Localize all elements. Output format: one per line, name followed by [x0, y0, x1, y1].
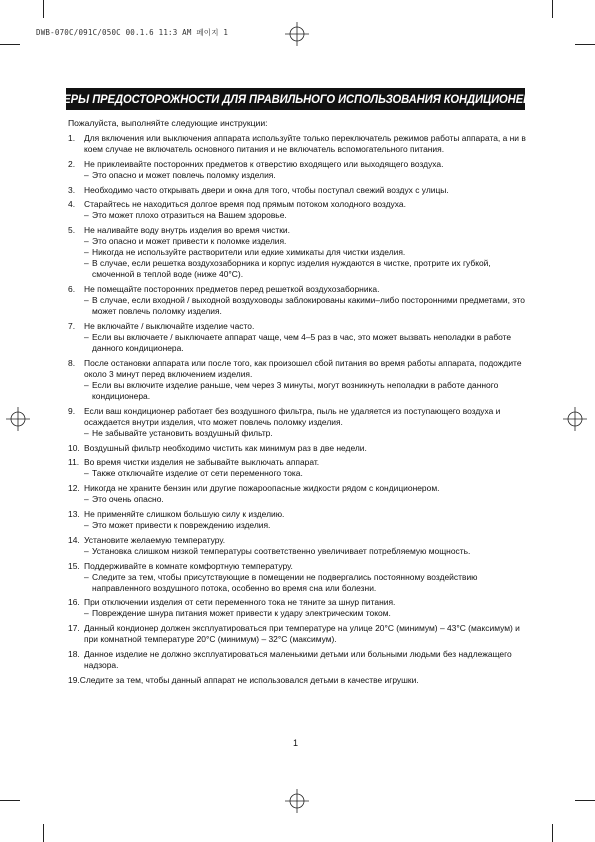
item-body [84, 185, 530, 196]
list-item [68, 535, 530, 557]
list-item [68, 649, 530, 671]
page-title: МЕРЫ ПРЕДОСТОРОЖНОСТИ ДЛЯ ПРАВИЛЬНОГО ИСПОЛЬЗОВАНИЯ КОНДИЦИОНЕРА [53, 92, 538, 106]
item-text: Старайтесь не находиться долгое время под прямым потоком холодного воздуха. [84, 199, 406, 210]
item-text: Воздушный фильтр необходимо чистить как минимум раз в две недели. [84, 442, 367, 453]
item-number: 6. [68, 284, 76, 295]
item-number: 3. [68, 184, 76, 195]
registration-mark-top [285, 22, 309, 46]
list-item [68, 457, 530, 479]
sub-item [84, 428, 530, 439]
dash-bullet: – [84, 236, 89, 247]
item-text: Никогда не храните бензин или другие пожароопасные жидкости рядом с кондиционером. [84, 483, 440, 494]
item-number: 19. [68, 674, 80, 685]
sub-item [84, 380, 530, 402]
item-text: Не приклеивайте посторонних предметов к отверстию входящего или выходящего воздуха. [84, 158, 444, 169]
dash-bullet: – [84, 545, 89, 556]
list-item [68, 561, 530, 594]
item-body [84, 159, 530, 181]
item-body [80, 675, 530, 686]
dash-bullet: – [84, 520, 89, 531]
item-text: После остановки аппарата или после того, как произошел сбой питания во время работы аппарата, подождите около 3 минут перед включением изделия. [84, 357, 522, 379]
item-number: 2. [68, 158, 76, 169]
intro-text: Пожалуйста, выполняйте следующие инструкции: [68, 118, 268, 128]
item-number: 15. [68, 560, 80, 571]
item-body [84, 406, 530, 439]
sub-item-text: В случае, если решетка воздухозаборника и корпус изделия нуждаются в чистке, протрите их губкой, смоченной в теплой воде (ниже 40°C). [92, 258, 491, 280]
sub-item [84, 170, 530, 181]
dash-bullet: – [84, 494, 89, 505]
item-body [84, 199, 530, 221]
crop-mark [575, 800, 595, 801]
sub-item [84, 520, 530, 531]
item-body [84, 483, 530, 505]
dash-bullet: – [84, 380, 89, 391]
item-text: Не помещайте посторонних предметов перед решеткой воздухозаборника. [84, 284, 380, 295]
list-item [68, 675, 530, 686]
sub-item-text: Если вы включите изделие раньше, чем через 3 минуты, могут возникнуть неполадки в работе данного кондиционера. [92, 380, 499, 402]
item-number: 11. [68, 457, 80, 468]
sub-item-text: Это может плохо отразиться на Вашем здоровье. [92, 210, 287, 221]
sub-item-text: Никогда не используйте растворители или едкие химикаты для чистки изделия. [92, 247, 406, 258]
sub-item-text: Повреждение шнура питания может привести к удару электрическим током. [92, 608, 391, 619]
item-body [84, 535, 530, 557]
item-body [84, 284, 530, 317]
list-item [68, 185, 530, 196]
sub-item [84, 332, 530, 354]
sub-item [84, 258, 530, 280]
item-body [84, 133, 530, 155]
item-text: Следите за тем, чтобы данный аппарат не использовался детьми в качестве игрушки. [79, 674, 419, 685]
list-item [68, 159, 530, 181]
item-text: Не применяйте слишком большую силу к изделию. [84, 508, 285, 519]
item-number: 1. [68, 133, 76, 143]
sub-item-text: Это опасно и может привести к поломке изделия. [92, 236, 287, 247]
dash-bullet: – [84, 169, 89, 180]
sub-item-text: Если вы включаете / выключаете аппарат чаще, чем 4–5 раз в час, это может вызвать неполадки в работе данного кондиционера. [92, 332, 512, 354]
item-text: Данный кондионер должен эксплуатироваться при температуре на улице 20°C (минимум) – 43°C (максимум) и при комнатной температуре 20°C (минимум) – 32°C (максимум). [84, 623, 520, 645]
item-body [84, 358, 530, 402]
crop-mark [0, 800, 20, 801]
list-item [68, 443, 530, 454]
list-item [68, 358, 530, 402]
dash-bullet: – [84, 332, 89, 343]
registration-mark-left [6, 407, 30, 431]
sub-item [84, 608, 530, 619]
crop-mark [575, 44, 595, 45]
title-banner [53, 88, 538, 110]
dash-bullet: – [84, 428, 89, 438]
item-number: 7. [68, 320, 76, 331]
item-text: Если ваш кондиционер работает без воздушного фильтра, пыль не удаляется из поступающего воздуха и осаждается внутри изделия, что может повлечь поломку изделия. [84, 405, 501, 427]
item-text: Не наливайте воду внутрь изделия во время чистки. [84, 225, 290, 236]
registration-mark-bottom [285, 789, 309, 813]
sub-item [84, 295, 530, 317]
item-number: 17. [68, 623, 80, 634]
item-body [84, 457, 530, 479]
item-number: 12. [68, 483, 80, 494]
sub-item-text: Это опасно и может повлечь поломку изделия. [92, 169, 276, 180]
sub-item-text: Также отключайте изделие от сети переменного тока. [92, 468, 303, 479]
item-text: Во время чистки изделия не забывайте выключать аппарат. [84, 457, 320, 468]
item-number: 4. [68, 199, 76, 210]
crop-mark [43, 824, 44, 842]
sub-item [84, 546, 530, 557]
sub-item [84, 236, 530, 247]
sub-item-text: Не забывайте установить воздушный фильтр. [92, 428, 273, 438]
print-header: DWB-070C/091C/050C 00.1.6 11:3 AM 페이지 1 [36, 28, 229, 37]
dash-bullet: – [84, 295, 89, 306]
item-number: 18. [68, 648, 80, 659]
list-item [68, 509, 530, 531]
list-item [68, 225, 530, 280]
item-text: Для включения или выключения аппарата используйте только переключатель режимов работы аппарата, а ни в коем случае не включатель основного питания и не включатель вспомогательного питания. [84, 133, 526, 155]
crop-mark [552, 824, 553, 842]
list-item [68, 597, 530, 619]
instruction-list [68, 133, 530, 689]
crop-mark [0, 44, 20, 45]
item-body [84, 597, 530, 619]
sub-item-text: В случае, если входной / выходной воздуховоды заблокированы какими–либо посторонними предметами, это может повлечь поломку изделия. [92, 295, 525, 317]
item-body [84, 443, 530, 454]
dash-bullet: – [84, 608, 89, 619]
item-body [84, 649, 530, 671]
item-number: 14. [68, 534, 80, 545]
item-number: 9. [68, 405, 76, 416]
list-item [68, 133, 530, 155]
sub-item [84, 572, 530, 594]
item-body [84, 509, 530, 531]
item-body [84, 321, 530, 354]
item-number: 8. [68, 357, 76, 368]
crop-mark [552, 0, 553, 18]
dash-bullet: – [84, 247, 89, 258]
item-number: 13. [68, 508, 80, 519]
item-number: 10. [68, 442, 80, 453]
page-number: 1 [293, 738, 299, 748]
item-body [84, 561, 530, 594]
sub-item-text: Следите за тем, чтобы присутствующие в помещении не подвергались постоянному воздействию направленного воздушного потока, особенно во время сна или болезни. [92, 571, 478, 593]
sub-item [84, 247, 530, 258]
sub-item [84, 468, 530, 479]
item-body [84, 225, 530, 280]
item-text: Необходимо часто открывать двери и окна для того, чтобы поступал свежий воздух с улицы. [84, 184, 449, 195]
dash-bullet: – [84, 571, 89, 582]
dash-bullet: – [84, 210, 89, 221]
sub-item [84, 494, 530, 505]
registration-mark-right [563, 407, 587, 431]
sub-item-text: Установка слишком низкой температуры соответственно увеличивает потребляемую мощность. [92, 545, 471, 556]
sub-item-text: Это может привести к повреждению изделия. [92, 520, 271, 531]
item-text: Данное изделие не должно эксплуатироваться маленькими детьми или больными людьми без надлежащего надзора. [84, 648, 512, 671]
item-text: При отключении изделия от сети переменного тока не тяните за шнур питания. [84, 597, 396, 608]
sub-item [84, 210, 530, 221]
item-text: Установите желаемую температуру. [84, 534, 226, 545]
dash-bullet: – [84, 468, 89, 479]
dash-bullet: – [84, 258, 89, 269]
item-number: 5. [68, 225, 76, 236]
list-item [68, 623, 530, 645]
list-item [68, 483, 530, 505]
crop-mark [43, 0, 44, 18]
item-text: Не включайте / выключайте изделие часто. [84, 320, 255, 331]
item-text: Поддерживайте в комнате комфортную температуру. [84, 560, 293, 571]
list-item [68, 406, 530, 439]
list-item [68, 284, 530, 317]
list-item [68, 321, 530, 354]
item-number: 16. [68, 597, 80, 608]
list-item [68, 199, 530, 221]
item-body [84, 623, 530, 645]
sub-item-text: Это очень опасно. [92, 494, 164, 505]
